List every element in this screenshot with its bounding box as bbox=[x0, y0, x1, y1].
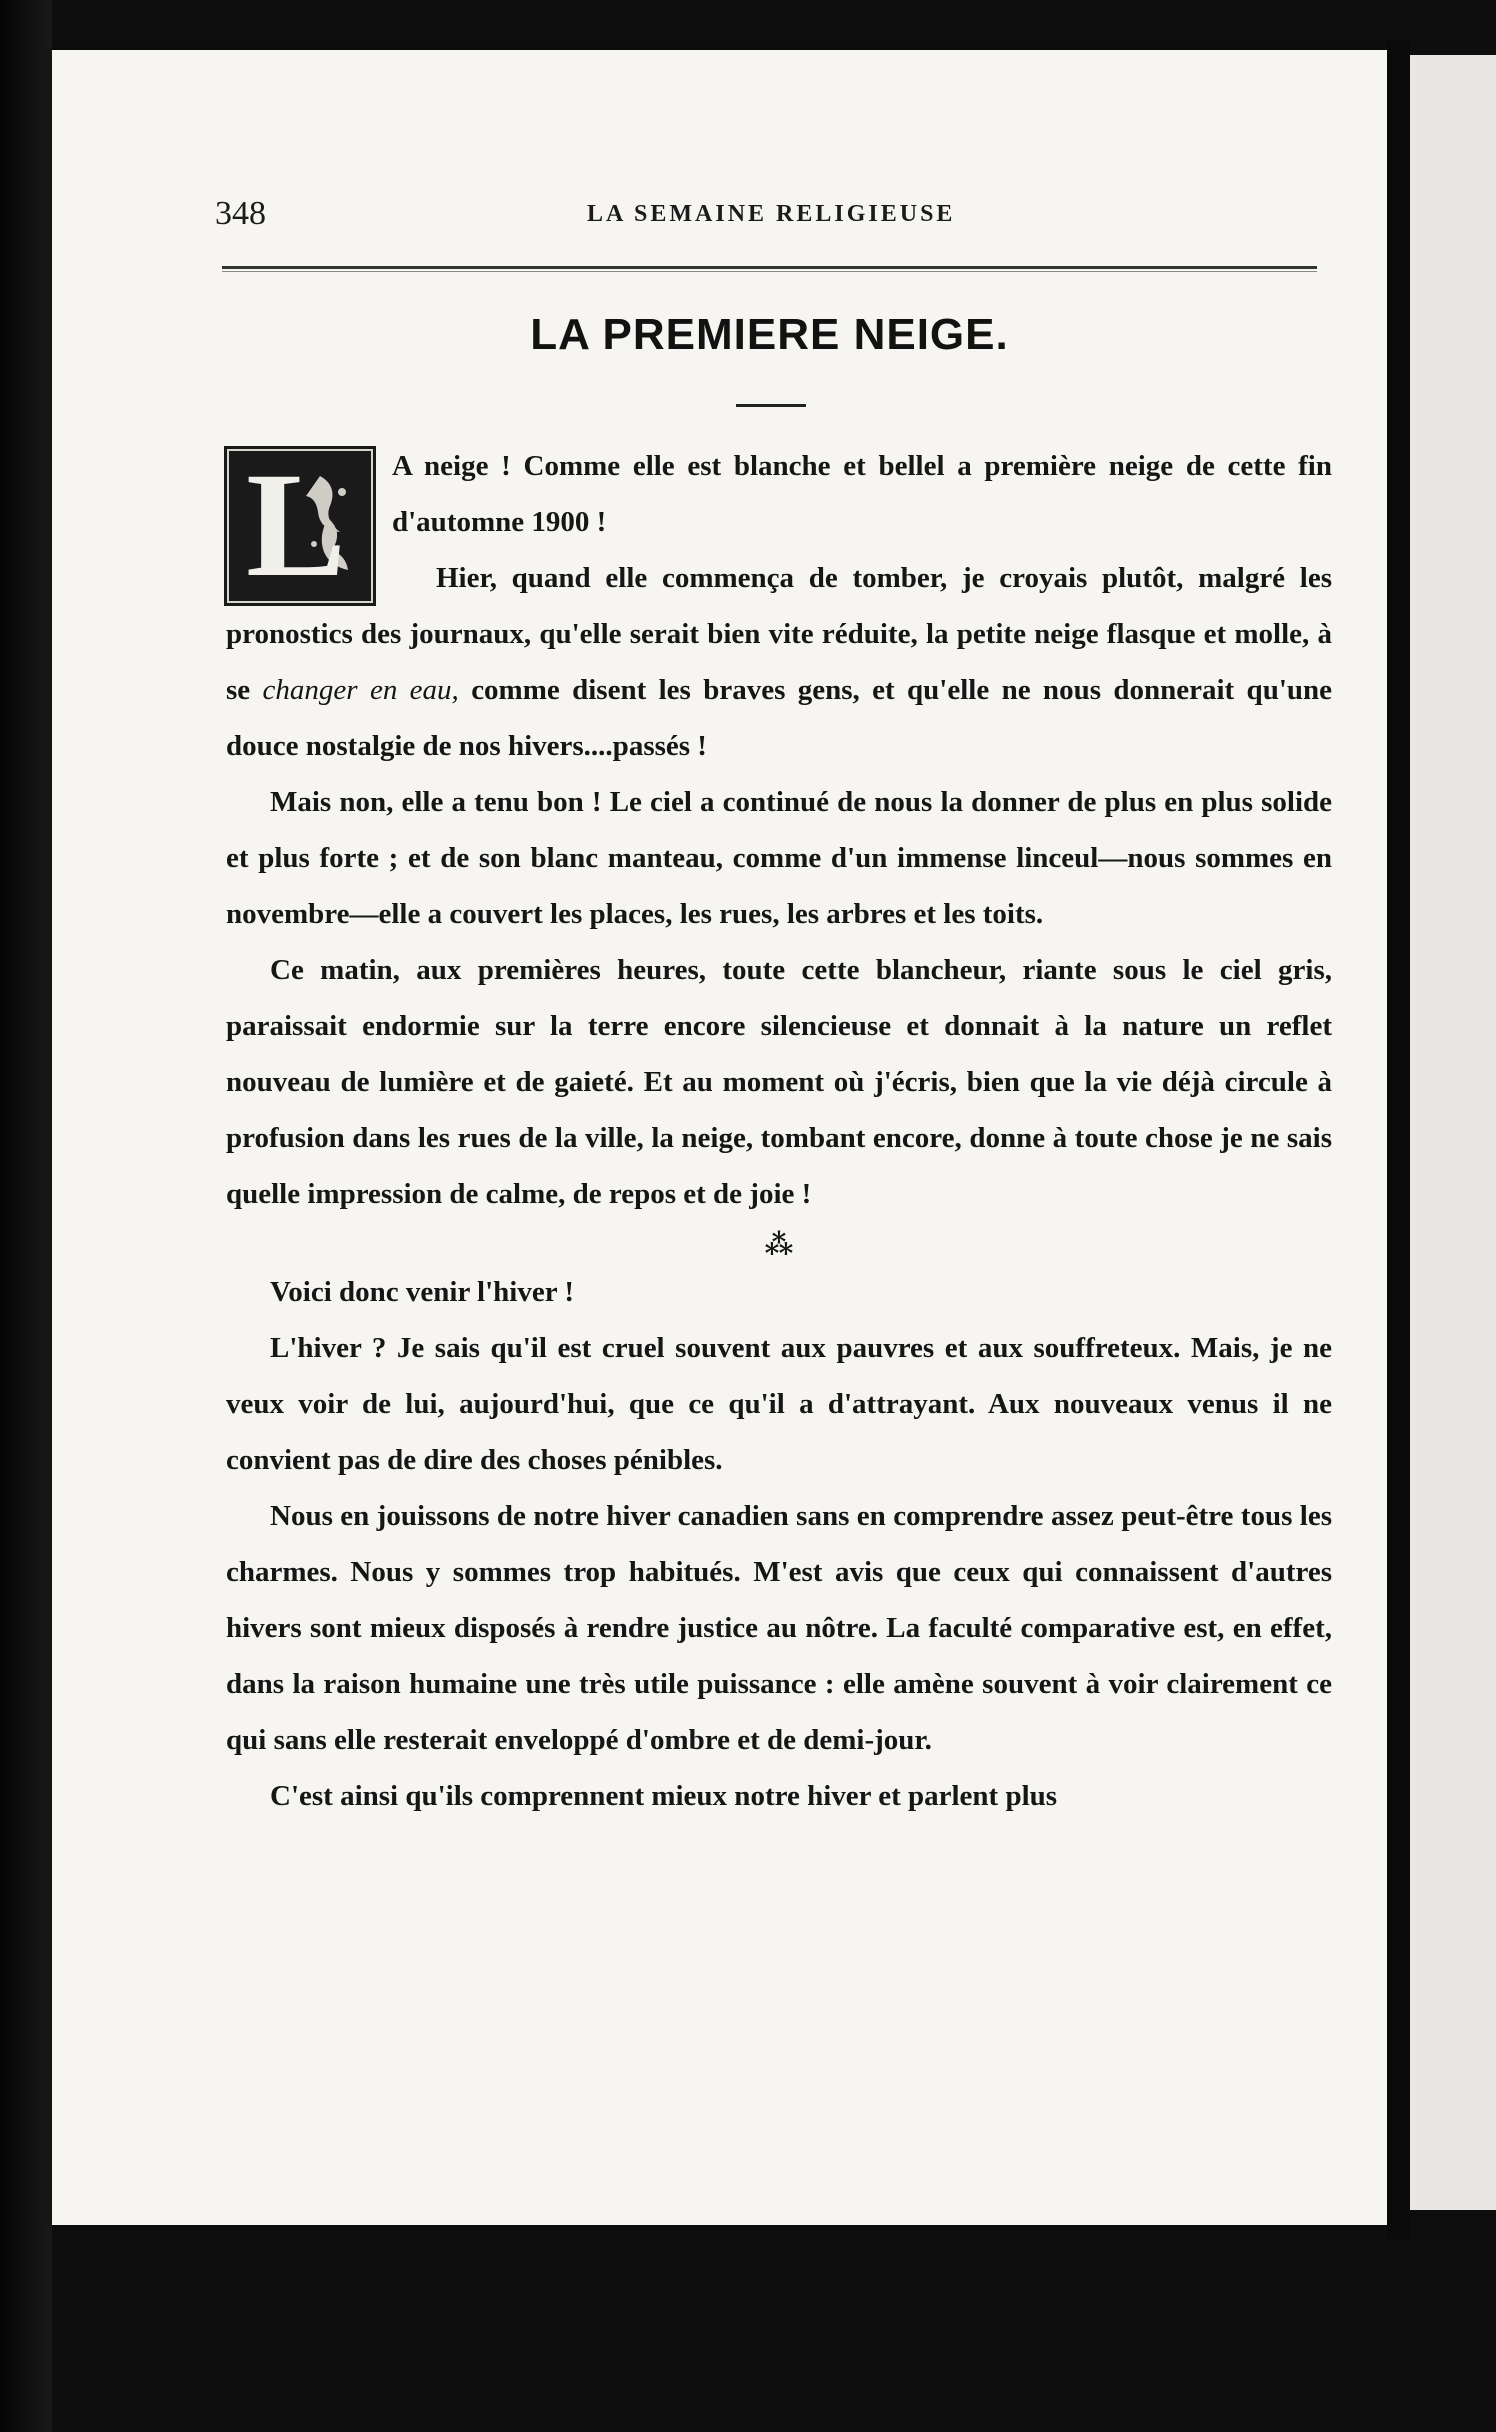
header-rule bbox=[222, 266, 1317, 269]
paragraph-2 bbox=[226, 550, 1332, 774]
paragraph-4: Ce matin, aux premières heures, toute cette blancheur, riante sous le ciel gris, paraissait endormie sur la terre encore silencieuse et donnait à la nature un reflet nouveau de lumière et de gaieté. Et au moment où j'écris, bien que la vie déjà circule à profusion dans les rues de la ville, la neige, tombant encore, donne à toute chose je ne sais quelle impression de calme, de repos et de joie ! bbox=[226, 954, 1332, 1210]
header-rule-thin bbox=[222, 271, 1317, 272]
running-title: LA SEMAINE RELIGIEUSE bbox=[587, 201, 956, 227]
title-divider bbox=[736, 404, 806, 407]
paragraph-2-end: comme disent les braves gens, et qu'elle ne nous donnerait qu'une douce nostalgie de nos hivers....passés ! bbox=[226, 674, 1333, 762]
page-number: 348 bbox=[215, 195, 266, 232]
adjacent-page-edge bbox=[1410, 55, 1496, 2210]
paragraph-8: C'est ainsi qu'ils comprennent mieux notre hiver et parlent plus bbox=[270, 1780, 1058, 1812]
dropcap-ornament bbox=[224, 442, 376, 608]
paragraph-2-italic: changer en eau, bbox=[262, 674, 459, 706]
paragraph-2-start: Hier, quand elle commença de tomber, je croyais plutôt, malgré les pronostics des journaux, qu'elle serait bien vite réduite, la petite neige flasque et molle, à se bbox=[226, 562, 1332, 706]
paragraph-7: Nous en jouissons de notre hiver canadien sans en comprendre assez peut-être tous les charmes. Nous y sommes trop habitués. M'est avis que ceux qui connaissent d'autres hivers sont mieux disposés à rendre justice au nôtre. La faculté comparative est, en effet, dans la raison humaine une très utile puissance : elle amène souvent à voir clairement ce qui sans elle resterait enveloppé d'ombre et de demi-jour. bbox=[226, 1500, 1332, 1756]
article-title: LA PREMIERE NEIGE. bbox=[530, 310, 1009, 359]
page-header bbox=[215, 195, 1315, 245]
paragraph-1: A neige ! Comme elle est blanche et bellel a première neige de cette fin d'automne 1900 ! bbox=[392, 450, 1332, 538]
paragraph-6: L'hiver ? Je sais qu'il est cruel souvent aux pauvres et aux souffreteux. Mais, je ne veux voir de lui, aujourd'hui, que ce qu'il a d'attrayant. Aux nouveaux venus il ne convient pas de dire des choses pénibles. bbox=[226, 1332, 1332, 1476]
scan-gutter-shadow bbox=[1387, 40, 1410, 2240]
paragraph-5: Voici donc venir l'hiver ! bbox=[270, 1276, 574, 1308]
dropcap-letter: L bbox=[246, 442, 347, 608]
asterism: ⁂ bbox=[764, 1230, 794, 1261]
article-body bbox=[226, 438, 1332, 1824]
scan-border-left bbox=[0, 0, 52, 2432]
paragraph-3: Mais non, elle a tenu bon ! Le ciel a continué de nous la donner de plus en plus solide et plus forte ; et de son blanc manteau, comme d'un immense linceul—nous sommes en novembre—elle a couvert les places, les rues, les arbres et les toits. bbox=[226, 786, 1332, 930]
